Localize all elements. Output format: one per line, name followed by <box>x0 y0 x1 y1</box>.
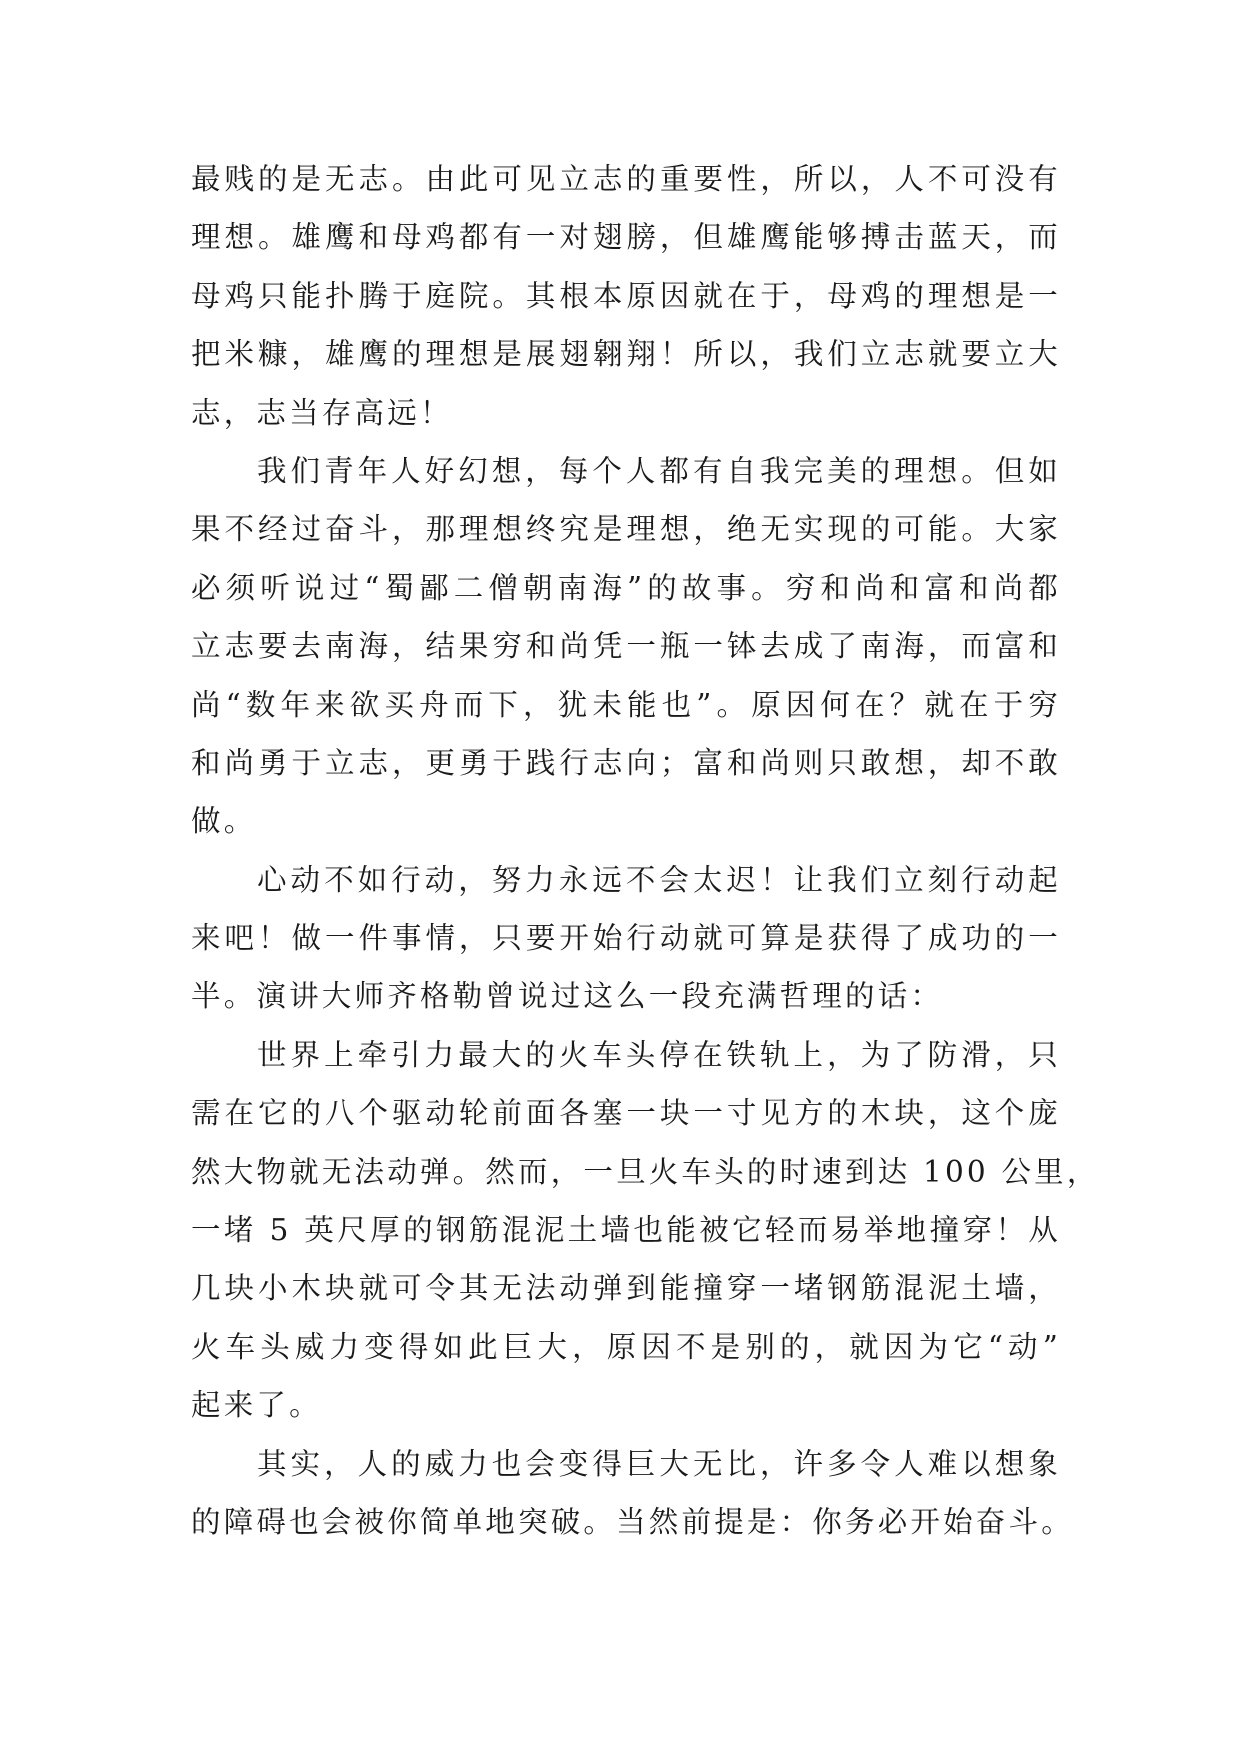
text-line: 世界上牵引力最大的火车头停在铁轨上，为了防滑，只 <box>257 1037 1061 1072</box>
paragraph-4 <box>191 1026 1100 1435</box>
text-line: 心动不如行动，努力永远不会太迟！让我们立刻行动起 <box>257 862 1061 897</box>
text-line: 把米糠，雄鹰的理想是展翅翱翔！所以，我们立志就要立大 <box>191 337 1061 372</box>
text-line: 然大物就无法动弹。然而，一旦火车头的时速到达 100 公里， <box>191 1154 1100 1189</box>
text-line: 的障碍也会被你简单地突破。当然前提是：你务必开始奋斗。 <box>191 1504 1074 1539</box>
text-line: 火车头威力变得如此巨大，原因不是别的，就因为它“动” <box>191 1329 1061 1364</box>
text-line: 理想。雄鹰和母鸡都有一对翅膀，但雄鹰能够搏击蓝天，而 <box>191 220 1061 255</box>
document-body <box>191 150 1100 1551</box>
text-line: 最贱的是无志。由此可见立志的重要性，所以，人不可没有 <box>191 162 1061 196</box>
paragraph-2 <box>191 442 1061 851</box>
text-line: 果不经过奋斗，那理想终究是理想，绝无实现的可能。大家 <box>191 512 1061 547</box>
text-line: 起来了。 <box>191 1388 322 1423</box>
text-line: 和尚勇于立志，更勇于践行志向；富和尚则只敢想，却不敢 <box>191 745 1061 780</box>
text-line: 志，志当存高远！ <box>191 395 453 430</box>
text-line: 其实，人的威力也会变得巨大无比，许多令人难以想象 <box>257 1446 1061 1481</box>
text-line: 尚“数年来欲买舟而下，犹未能也”。原因何在？就在于穷 <box>191 687 1061 722</box>
text-line: 必须听说过“蜀鄙二僧朝南海”的故事。穷和尚和富和尚都 <box>191 570 1061 605</box>
text-line: 一堵 5 英尺厚的钢筋混泥土墙也能被它轻而易举地撞穿！从 <box>191 1213 1061 1248</box>
text-line: 来吧！做一件事情，只要开始行动就可算是获得了成功的一 <box>191 921 1061 956</box>
paragraph-1 <box>191 150 1061 442</box>
text-line: 我们青年人好幻想，每个人都有自我完美的理想。但如 <box>257 453 1061 488</box>
text-line: 需在它的八个驱动轮前面各塞一块一寸见方的木块，这个庞 <box>191 1096 1061 1131</box>
text-line: 立志要去南海，结果穷和尚凭一瓶一钵去成了南海，而富和 <box>191 629 1061 664</box>
text-line: 做。 <box>191 804 257 839</box>
text-line: 半。演讲大师齐格勒曾说过这么一段充满哲理的话： <box>191 979 944 1014</box>
text-line: 几块小木块就可令其无法动弹到能撞穿一堵钢筋混泥土墙， <box>191 1271 1061 1306</box>
paragraph-5 <box>191 1435 1074 1552</box>
paragraph-3 <box>191 851 1061 1026</box>
text-line: 母鸡只能扑腾于庭院。其根本原因就在于，母鸡的理想是一 <box>191 278 1061 313</box>
